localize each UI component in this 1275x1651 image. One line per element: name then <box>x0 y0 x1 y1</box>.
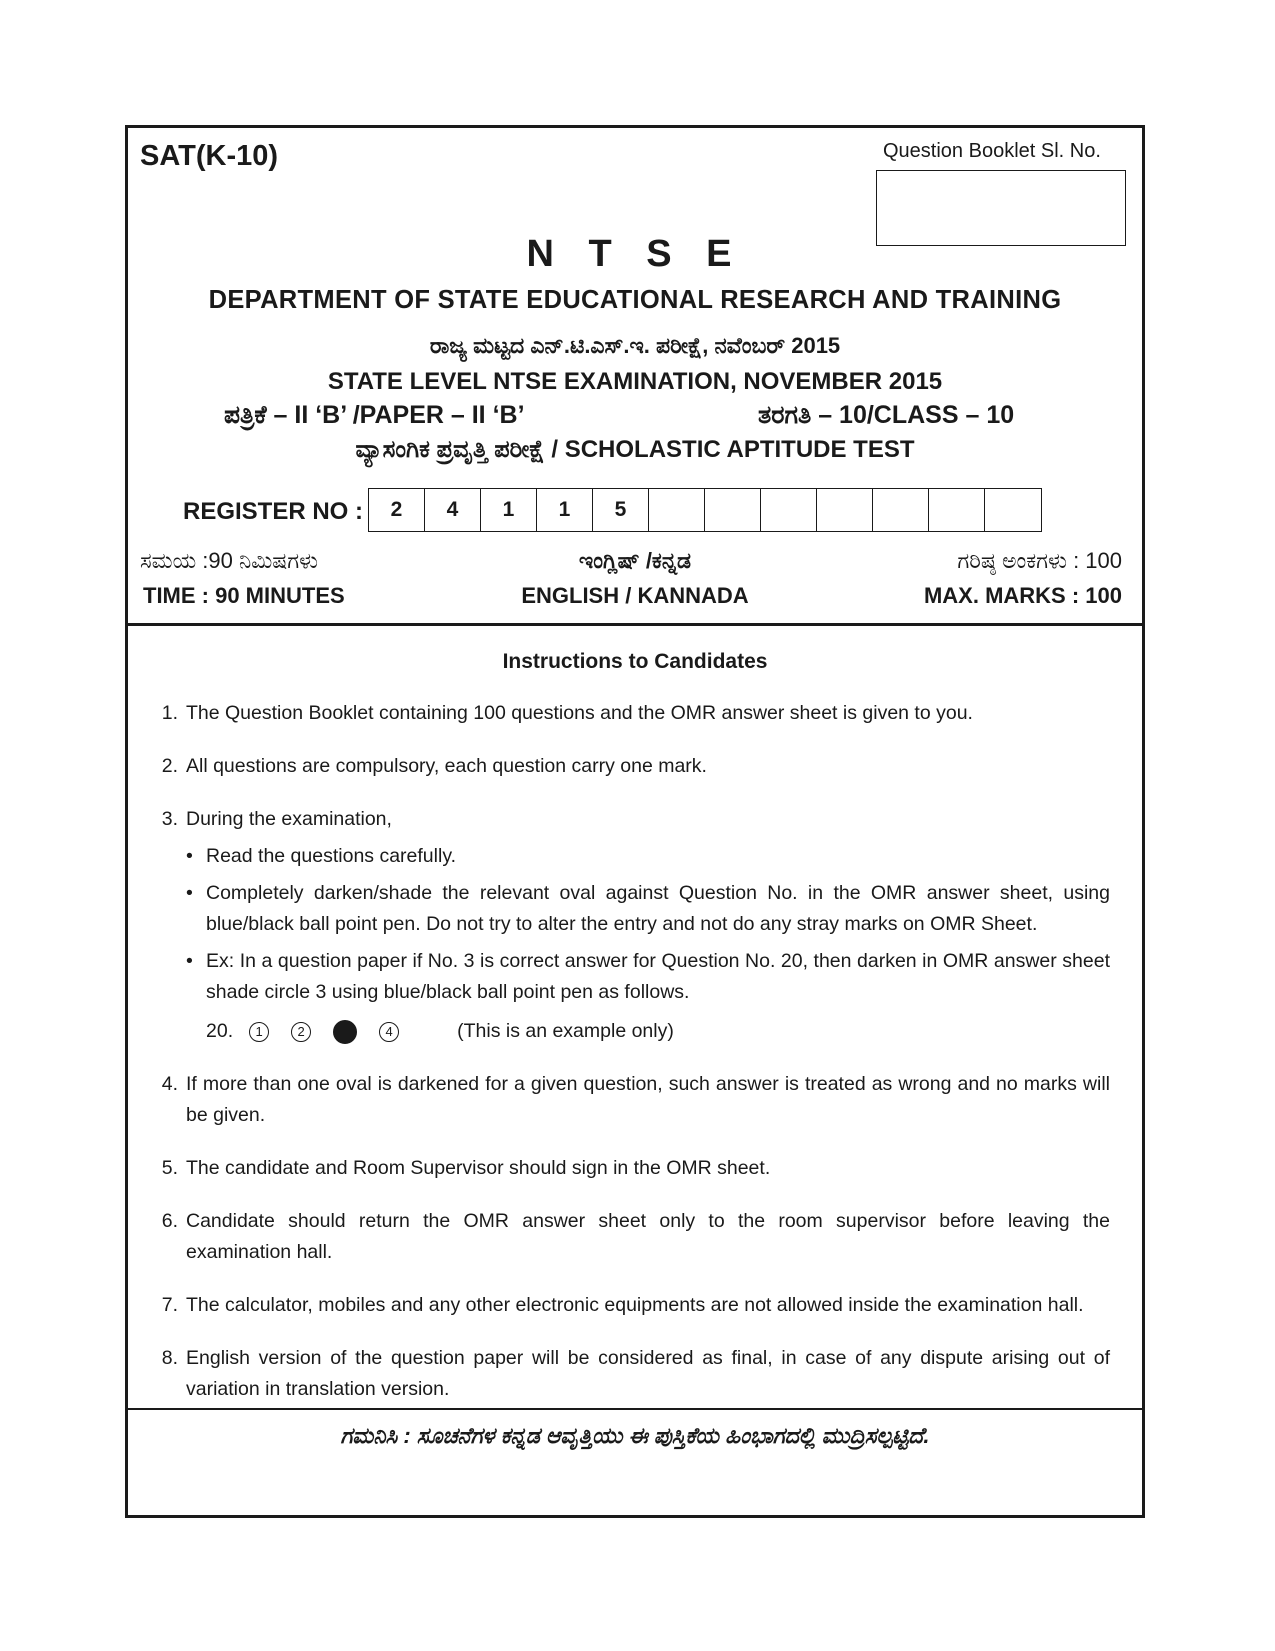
footer-divider <box>128 1408 1142 1410</box>
list-item: 6. Candidate should return the OMR answer sheet only to the room supervisor before leaving the examination hall. <box>161 1210 1110 1263</box>
max-marks-kannada: ಗರಿಷ್ಠ ಅಂಕಗಳು : 100 <box>957 548 1122 573</box>
register-digit-box <box>929 489 985 531</box>
list-item: 5. The candidate and Room Supervisor should sign in the OMR sheet. <box>161 1157 771 1179</box>
register-number-boxes <box>368 488 1042 532</box>
exam-name-english: STATE LEVEL NTSE EXAMINATION, NOVEMBER 2015 <box>327 368 943 395</box>
bullet-item: • Completely darken/shade the relevant oval against Question No. in the OMR answer sheet, using blue/black ball point pen. Do not try to alter the entry and not do any stray marks on OMR Sheet. <box>186 882 1110 935</box>
register-digit-box: 5 <box>593 489 649 531</box>
time-kannada: ಸಮಯ :90 ನಿಮಿಷಗಳು <box>140 548 319 573</box>
instructions-title: Instructions to Candidates <box>502 650 768 673</box>
register-digit-box <box>761 489 817 531</box>
register-digit-box: 2 <box>369 489 425 531</box>
omr-circle-3-filled <box>333 1020 357 1044</box>
list-item: 3. During the examination, • Read the questions carefully. • Completely darken/shade the relevant oval against Question No. in the OMR answer sheet, using blue/black ball point pen. Do not try to alter the entry and not do any stray marks on OMR Sheet. • Ex: In a question paper if No. 3 is correct answer for Question No. 20, then darken in OMR answer sheet shade circle 3 using blue/black ball point pen as follows. 20. 1 2 4 (This is an example only) <box>150 804 1110 1047</box>
register-number-label: REGISTER NO : <box>183 498 364 525</box>
paper-code: SAT(K-10) <box>140 140 279 172</box>
time-english: TIME : 90 MINUTES <box>143 583 345 608</box>
register-digit-box: 4 <box>425 489 481 531</box>
register-digit-box: 1 <box>537 489 593 531</box>
max-marks-english: MAX. MARKS : 100 <box>923 583 1122 608</box>
omr-circle-2: 2 <box>291 1022 311 1042</box>
list-item: 1. The Question Booklet containing 100 questions and the OMR answer sheet is given to you. <box>161 702 973 724</box>
register-digit-box <box>873 489 929 531</box>
list-item: 7. The calculator, mobiles and any other electronic equipments are not allowed inside the examination hall. <box>161 1294 1084 1316</box>
booklet-serial-label: Question Booklet Sl. No. <box>883 140 1101 162</box>
omr-circle-4: 4 <box>379 1022 399 1042</box>
bullet-item: • Ex: In a question paper if No. 3 is correct answer for Question No. 20, then darken in OMR answer sheet shade circle 3 using blue/black ball point pen as follows. <box>186 950 1110 1003</box>
list-item: 4. If more than one oval is darkened for a given question, such answer is treated as wrong and no marks will be given. <box>161 1073 1110 1126</box>
language-kannada: ಇಂಗ್ಲಿಷ್ /ಕನ್ನಡ <box>578 548 692 573</box>
page-title: N T S E <box>526 233 744 275</box>
omr-circle-1: 1 <box>249 1022 269 1042</box>
department-name: DEPARTMENT OF STATE EDUCATIONAL RESEARCH AND TRAINING <box>208 286 1062 314</box>
example-question-number: 20. <box>206 1020 234 1042</box>
language-english: ENGLISH / KANNADA <box>521 583 749 608</box>
header-divider <box>128 623 1142 626</box>
test-name: ವ್ಯಾಸಂಗಿಕ ಪ್ರವೃತ್ತಿ ಪರೀಕ್ಷೆ / SCHOLASTIC APTITUDE TEST <box>355 436 915 463</box>
register-digit-box: 1 <box>481 489 537 531</box>
exam-name-kannada: ರಾಜ್ಯ ಮಟ್ಟದ ಎನ್.ಟಿ.ಎಸ್.ಇ. ಪರೀಕ್ಷೆ, ನವೆಂಬರ್ 2015 <box>429 333 841 358</box>
sub-bullet-list <box>186 841 1110 1047</box>
bullet-item: • Read the questions carefully. <box>186 845 457 867</box>
instructions-list <box>150 698 1110 1427</box>
register-digit-box <box>817 489 873 531</box>
example-note: (This is an example only) <box>457 1020 674 1042</box>
class-label: ತರಗತಿ – 10/CLASS – 10 <box>758 401 1015 429</box>
register-digit-box <box>985 489 1041 531</box>
omr-example <box>206 1016 1110 1047</box>
paper-number: ಪತ್ರಿಕೆ – II ‘B’ /PAPER – II ‘B’ <box>224 401 525 429</box>
list-item: 8. English version of the question paper will be considered as final, in case of any dispute arising out of variation in translation version. <box>161 1347 1110 1400</box>
register-digit-box <box>705 489 761 531</box>
register-digit-box <box>649 489 705 531</box>
list-item: 2. All questions are compulsory, each question carry one mark. <box>161 755 707 777</box>
cover-page-frame <box>125 125 1145 1518</box>
footer-note-kannada: ಗಮನಿಸಿ : ಸೂಚನೆಗಳ ಕನ್ನಡ ಆವೃತ್ತಿಯು ಈ ಪುಸ್ತಿಕೆಯ ಹಿಂಭಾಗದಲ್ಲಿ ಮುದ್ರಿಸಲ್ಪಟ್ಟಿದೆ. <box>340 1423 930 1448</box>
